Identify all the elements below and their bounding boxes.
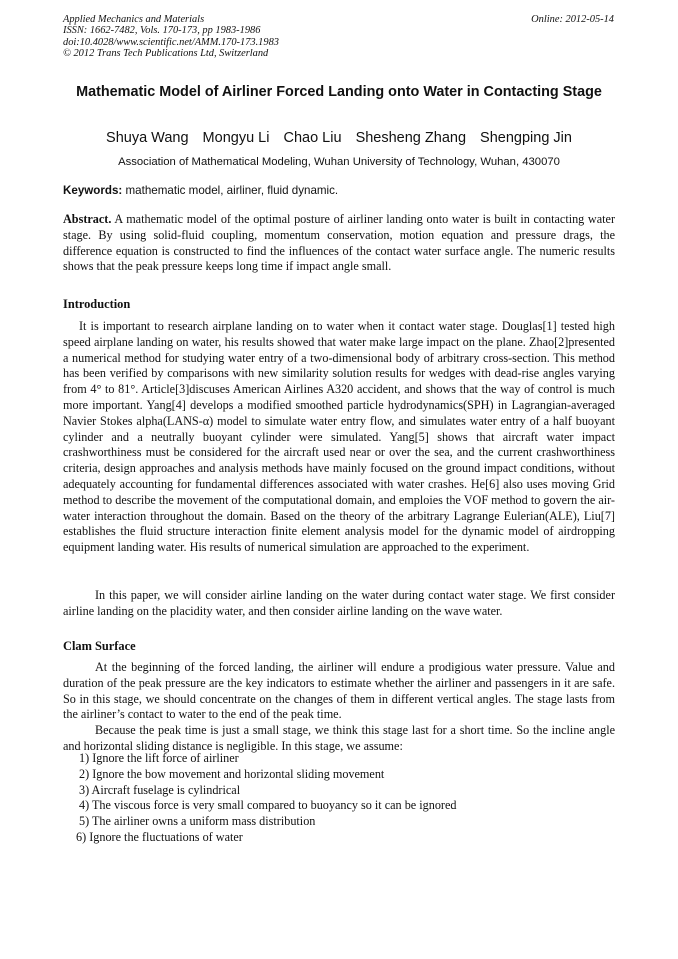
paper-title: Mathematic Model of Airliner Forced Landing onto Water in Contacting Stage: [76, 84, 602, 100]
author-name: Shesheng Zhang: [355, 130, 467, 146]
list-item: 5) The airliner owns a uniform mass distribution: [79, 814, 316, 829]
journal-header: [63, 14, 463, 59]
list-item: 3) Aircraft fuselage is cylindrical: [79, 782, 241, 797]
author-name: Shengping Jin: [480, 130, 572, 146]
journal-name: Applied Mechanics and Materials: [63, 14, 205, 25]
intro-paragraph-1: It is important to research airplane landing on to water when it contact water stage. Douglas[1] tested high speed airplane landing on water, his results showed that water make large impact on the plane. Zhao[2]presented a numerical method for studying water entry of a two-dimensional body of arbitrary cross-section. This method has been verified by comparisons with new similarity solution results for wedges with dead-rise angles varying from 4° to 81°. Article[3]discuses American Airlines A320 accident, and shows that the way of control is much more important. Yang[4] develops a modified smoothed particle hydrodynamics(SPH) in Lagrangian-averaged Navier Stokes alpha(LANS-α) model to simulate water entry flow, and simulates water entry of a half buoyant cylinder and a neutrally buoyant cylinder were simulated. Yang[5] shows that aircraft water impact crashworthiness must be considered for the aircraft used near or over the sea, and the current crashworthiness criteria, design approaches and analysis methods have mainly focused on the ground impact conditions, without adequately accounting for fundamental differences associated with water crashes. He[6] also uses moving Grid method to describe the movement of the computational domain, and emploies the VOF method to govern the air-water interaction throughout the domain. Based on the theory of the arbitrary Lagrange Eulerian(ALE), Liu[7] establishes the fluid structure interaction finite element analysis model for the dynamic model of airdropping equipment landing water. His results of numerical simulation are approached to the experiment.: [63, 319, 615, 555]
abstract-text: A mathematic model of the optimal posture of airliner landing onto water is built in contacting water stage. By using solid-fluid coupling, momentum conservation, motion equation and pressure drags, the difference equation is constructed to find the influences of the contact water surface angle. The numeric results shows that the peak pressure keeps long time if impact angle small.: [63, 212, 615, 274]
author-name: Shuya Wang: [106, 130, 189, 146]
list-item: 1) Ignore the lift force of airliner: [79, 751, 239, 765]
affiliation: Association of Mathematical Modeling, Wuhan University of Technology, Wuhan, 430070: [118, 156, 560, 168]
list-item: 2) Ignore the bow movement and horizontal sliding movement: [79, 766, 385, 781]
keywords-line: [63, 183, 615, 198]
copyright-line: © 2012 Trans Tech Publications Ltd, Switzerland: [63, 47, 269, 59]
author-list: [63, 129, 615, 147]
list-item: 6) Ignore the fluctuations of water: [76, 829, 243, 844]
clam-paragraph-2: Because the peak time is just a small stage, we think this stage last for a short time. So the incline angle and horizontal sliding distance is negligible. In this stage, we assume:: [63, 723, 615, 753]
section-heading-introduction: Introduction: [63, 297, 131, 311]
clam-paragraph-1: At the beginning of the forced landing, the airliner will endure a prodigious water pressure. Value and duration of the peak pressure are the key indicators to estimate whether the airliner and passengers in it are safe. So in this stage, we should concentrate on the changes of them in different vertical angles. The stage lasts from the airliner’s contact to water to the end of the peak time.: [63, 660, 615, 722]
abstract-label: Abstract.: [63, 212, 112, 226]
author-name: Chao Liu: [283, 130, 342, 146]
intro-paragraph-2: In this paper, we will consider airline landing on the water during contact water stage. We first consider airline landing on the placidity water, and then consider airline landing on the wave water.: [63, 588, 615, 618]
section-heading-clam-surface: Clam Surface: [63, 639, 136, 653]
abstract-paragraph: [63, 212, 615, 275]
list-item: 4) The viscous force is very small compared to buoyancy so it can be ignored: [79, 798, 457, 813]
doi-line: doi:10.4028/www.scientific.net/AMM.170-173.1983: [63, 36, 279, 48]
online-date: Online: 2012-05-14: [531, 14, 614, 25]
assumption-list: [76, 751, 457, 846]
issn-line: ISSN: 1662-7482, Vols. 170-173, pp 1983-1986: [63, 25, 261, 37]
keywords-label: Keywords:: [63, 184, 123, 197]
author-name: Mongyu Li: [202, 130, 270, 146]
keywords-text: mathematic model, airliner, fluid dynamic.: [125, 184, 339, 197]
